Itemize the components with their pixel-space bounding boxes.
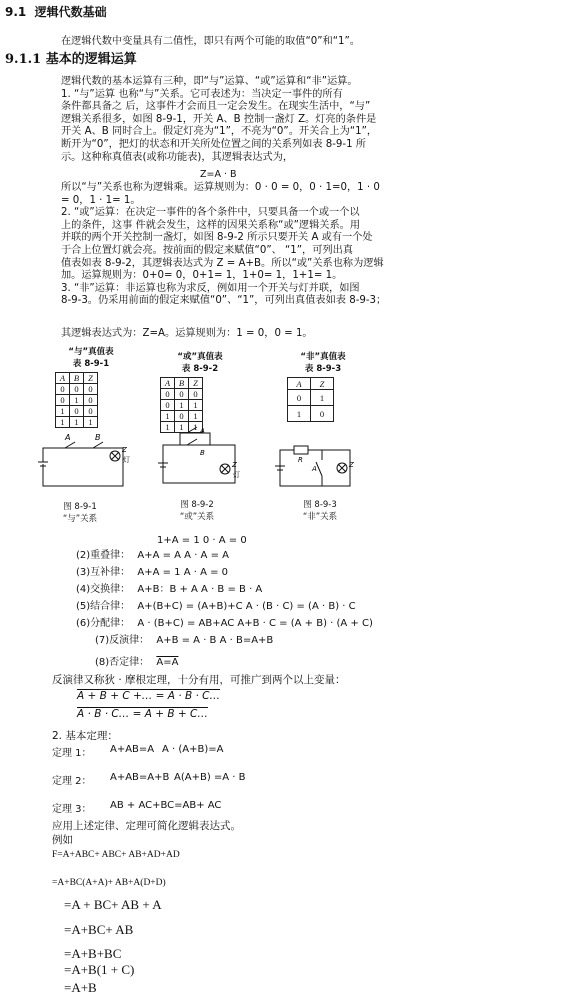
demorgan-formula-1: A + B + C +… = A · B · C… <box>77 690 221 702</box>
figure-caption: “与”关系 <box>62 514 98 524</box>
law-5 <box>76 597 356 612</box>
truth-table-and <box>55 345 127 428</box>
lamp-label: 灯 <box>123 456 130 464</box>
table-cell: 1 <box>70 417 84 428</box>
text-line: 所以“与”关系也称为逻辑乘。运算规则为：0 · 0 = 0，0 · 1=0，1 · 0 <box>61 182 380 193</box>
truth-table-not <box>283 350 363 422</box>
text-line: 2. “或”运算：在决定一事件的各个条件中，只要具备一个或一个以 <box>61 207 360 219</box>
section-number: 9.1 <box>5 5 27 19</box>
subsection-number: 9.1.1 <box>5 52 42 67</box>
switch-label: B <box>95 433 101 442</box>
law-2 <box>76 546 229 561</box>
table-header: B <box>70 373 84 384</box>
switch-label: A <box>200 427 205 435</box>
text-line: 1. “与”运算 也称“与”关系。它可表述为：当决定一事件的所有 <box>61 88 343 100</box>
table-caption: 表 8-9-2 <box>181 364 219 374</box>
section-title: 逻辑代数基础 <box>34 5 107 19</box>
table-title: “与”真值表 <box>68 347 114 357</box>
not-expression-line: 其逻辑表达式为：Z=A。运算规则为：1 = 0，0 = 1。 <box>61 328 313 339</box>
law-expression: A+B = A · B A · B=A+B <box>156 635 274 646</box>
table-cell: 1 <box>161 411 175 422</box>
law-expression: A+A = 1 A · A = 0 <box>137 567 229 578</box>
table-cell: 1 <box>175 422 189 433</box>
demorgan-formula-2: A · B · C… = A + B + C… <box>77 708 208 720</box>
example-step-5: =A+B+BC <box>64 946 122 961</box>
paragraph-2 <box>61 182 561 308</box>
switch-label: A <box>65 433 71 442</box>
table-title: “或”真值表 <box>177 352 223 362</box>
law-label: (2)重叠律： <box>76 550 131 561</box>
table-cell: 0 <box>56 384 70 395</box>
theorem-expression: A+AB=A+B <box>110 772 170 783</box>
table-cell: 0 <box>288 390 311 406</box>
law-8 <box>95 653 178 668</box>
table-caption: 表 8-9-1 <box>72 359 110 369</box>
theorem-1 <box>52 744 224 759</box>
table-header: B <box>175 378 189 389</box>
resistor-label: R <box>298 456 303 464</box>
law-label: (8)否定律： <box>95 657 150 668</box>
text-line: 逻辑关系很多，如图 8-9-1，开关 A、B 控制一盏灯 Z。灯亮的条件是 <box>61 113 377 125</box>
table-cell: 1 <box>189 400 203 411</box>
subsection-title: 基本的逻辑运算 <box>45 52 137 67</box>
law-expression: A+A = A A · A = A <box>137 550 229 561</box>
figure-caption: “或”关系 <box>179 512 215 522</box>
table-cell: 1 <box>161 422 175 433</box>
table-cell: 0 <box>175 411 189 422</box>
law-label: (7)反演律： <box>95 635 150 646</box>
example-step-4: =A+BC+ AB <box>64 922 134 937</box>
apply-note: 应用上述定律、定理可简化逻辑表达式。 <box>52 820 241 832</box>
table-cell: 1 <box>288 406 311 422</box>
law-7 <box>95 631 273 646</box>
figure-caption-2 <box>172 498 222 522</box>
example-step-3: =A + BC+ AB + A <box>64 897 162 912</box>
text-line: 条件都具备之 后，这事件才会而且一定会发生。在现实生活中，“与” <box>61 101 371 113</box>
theorem-label: 定理 3： <box>52 804 92 815</box>
text-line: 开关 A、B 同时合上。假定灯亮为“1”，不亮为“0”。开关合上为“1”， <box>61 126 378 138</box>
lamp-label: Z <box>122 446 127 454</box>
law-3 <box>76 563 228 578</box>
lamp-label: 灯 <box>233 471 240 479</box>
text-line: 加。运算规则为：0+0= 0，0+1= 1，1+0= 1，1+1= 1。 <box>61 270 343 282</box>
table-header: A <box>56 373 70 384</box>
or-circuit-diagram <box>155 425 250 490</box>
example-step-2: =A+BC(A+A)+ AB+A(D+D) <box>52 878 166 888</box>
truth-table <box>287 377 334 422</box>
demorgan-note: 反演律又称狄 · 摩根定理，十分有用，可推广到两个以上变量： <box>52 674 346 686</box>
figure-number: 图 8-9-1 <box>63 502 97 512</box>
table-caption: 表 8-9-3 <box>304 364 342 374</box>
table-cell: 0 <box>56 395 70 406</box>
lamp-label: Z <box>232 461 237 469</box>
and-expression: Z=A · B <box>200 169 237 180</box>
table-cell: 1 <box>56 417 70 428</box>
example-step-1: F=A+ABC+ ABC+ AB+AD+AD <box>52 850 180 860</box>
intro-text: 在逻辑代数中变量具有二值性，即只有两个可能的取值“0”和“1”。 <box>61 36 360 47</box>
table-header: Z <box>189 378 203 389</box>
switch-label: B <box>200 449 205 457</box>
theorem-2 <box>52 772 246 787</box>
table-header: A <box>288 378 311 390</box>
figure-caption: “非”关系 <box>302 512 338 522</box>
law-label: (6)分配律： <box>76 618 131 629</box>
section-heading <box>5 3 107 20</box>
theorem-expression: AB + AC+BC=AB+ AC <box>110 800 222 811</box>
text-line: 并联的两个开关控制一盏灯，如图 8-9-2 所示只要开关 A 或有一个处 <box>61 232 373 244</box>
table-cell: 0 <box>311 406 334 422</box>
table-cell: 1 <box>84 417 98 428</box>
text-line: 8-9-3。仍采用前面的假定来赋值“0”、“1”，可列出真值表如表 8-9-3； <box>61 295 387 307</box>
table-cell: 0 <box>189 389 203 400</box>
subsection-heading <box>5 48 137 67</box>
theorem-label: 定理 1： <box>52 748 92 759</box>
law-expression: A+B：B + A A · B = B · A <box>137 584 263 595</box>
example-step-7: =A+B <box>64 980 97 995</box>
truth-table-or <box>160 350 240 433</box>
text-line: 值表如表 8-9-2，其逻辑表达式为 Z = A+B。所以“或”关系也称为逻辑 <box>61 257 384 269</box>
table-cell: 1 <box>56 406 70 417</box>
law-label: (3)互补律： <box>76 567 131 578</box>
lamp-label: Z <box>349 461 354 469</box>
law-label: (4)交换律： <box>76 584 131 595</box>
text-line: 上的条件，这事 件就会发生，这样的因果关系称“或”逻辑关系。用 <box>61 219 361 231</box>
truth-table <box>55 372 98 428</box>
theorem-3 <box>52 800 222 815</box>
figure-caption-1 <box>55 500 105 524</box>
table-cell: 1 <box>311 390 334 406</box>
theorems-title: 2. 基本定理： <box>52 730 118 742</box>
table-cell: 0 <box>161 400 175 411</box>
paragraph-1 <box>61 76 561 164</box>
theorem-expression: A(A+B) =A · B <box>174 772 246 783</box>
text-line: = 0，1 · 1= 1。 <box>61 194 141 206</box>
table-cell: 0 <box>84 406 98 417</box>
law-line-0: 1+A = 1 0 · A = 0 <box>157 535 247 546</box>
table-cell: 0 <box>70 384 84 395</box>
text-line: 于合上位置灯就会亮。按前面的假定来赋值“0”、 “1”，可列出真 <box>61 244 353 256</box>
table-header: Z <box>84 373 98 384</box>
table-header: Z <box>311 378 334 390</box>
table-cell: 0 <box>175 389 189 400</box>
table-title: “非”真值表 <box>300 352 346 362</box>
figure-number: 图 8-9-3 <box>303 500 337 510</box>
switch-label: A <box>312 465 317 473</box>
theorem-expression: A · (A+B)=A <box>162 744 224 755</box>
figure-number: 图 8-9-2 <box>180 500 214 510</box>
not-circuit-diagram <box>272 440 367 495</box>
law-4 <box>76 580 262 595</box>
text-line: 示。这种称真值表(或称功能表)，其逻辑表达式为， <box>61 151 294 163</box>
theorem-expression: A+AB=A <box>110 744 155 755</box>
text-line: 3. “非”运算：非运算也称为求反，例如用一个开关与灯并联，如图 <box>61 282 360 294</box>
law-label: (5)结合律： <box>76 601 131 612</box>
table-cell: 1 <box>189 422 203 433</box>
table-cell: 1 <box>189 411 203 422</box>
text-line: 逻辑代数的基本运算有三种，即“与”运算、“或”运算和“非”运算。 <box>61 76 358 87</box>
law-6 <box>76 614 373 629</box>
theorem-label: 定理 2： <box>52 776 92 787</box>
law-expression: A+(B+C) = (A+B)+C A · (B · C) = (A · B) · C <box>137 601 356 612</box>
and-circuit-diagram <box>35 433 135 495</box>
law-expression: A · (B+C) = AB+AC A+B · C = (A + B) · (A + C) <box>137 618 373 629</box>
law-expression: A=A <box>156 657 179 668</box>
table-cell: 0 <box>70 406 84 417</box>
table-cell: 0 <box>84 384 98 395</box>
example-label: 例如 <box>52 834 73 846</box>
table-cell: 0 <box>84 395 98 406</box>
table-header: A <box>161 378 175 389</box>
example-step-6: =A+B(1 + C) <box>64 962 135 977</box>
table-cell: 1 <box>175 400 189 411</box>
table-cell: 1 <box>70 395 84 406</box>
table-cell: 0 <box>161 389 175 400</box>
figure-caption-3 <box>295 498 345 522</box>
text-line: 断开为“0”，把灯的状态和开关所处位置之间的关系列如表 8-9-1 所 <box>61 138 366 150</box>
